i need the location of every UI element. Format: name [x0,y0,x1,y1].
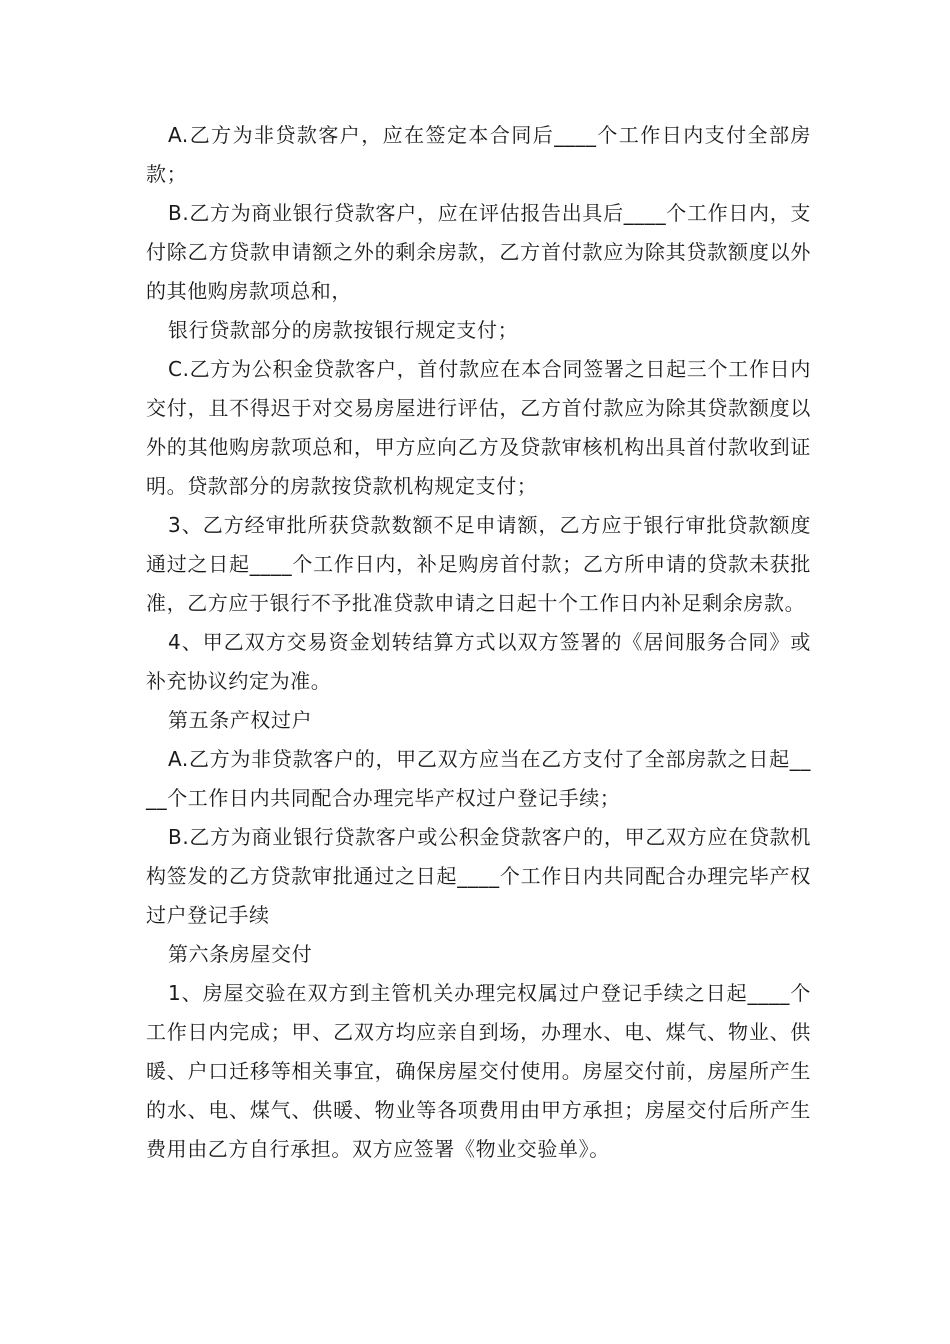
paragraph-clause-a-non-loan: A.乙方为非贷款客户，应在签定本合同后____个工作日内支付全部房款； [146,123,811,186]
section-heading-article-5: 第五条产权过户 [168,708,313,732]
paragraph-item-4: 4、甲乙双方交易资金划转结算方式以双方签署的《居间服务合同》或补充协议约定为准。 [146,630,811,693]
paragraph-article-6-item-1: 1、房屋交验在双方到主管机关办理完权属过户登记手续之日起____个工作日内完成；甲、乙双方均应亲自到场，办理水、电、煤气、物业、供暖、户口迁移等相关事宜，确保房屋交付使用。房屋交付前，房屋所产生的水、电、煤气、供暖、物业等各项费用由甲方承担；房屋交付后所产生费用由乙方自行承担。双方应签署《物业交验单》。 [146,981,811,1161]
paragraph-clause-b-commercial-loan: B.乙方为商业银行贷款客户，应在评估报告出具后____个工作日内，支付除乙方贷款申请额之外的剩余房款，乙方首付款应为除其贷款额度以外的其他购房款项总和， [146,201,811,303]
paragraph-article-5-b: B.乙方为商业银行贷款客户或公积金贷款客户的，甲乙双方应在贷款机构签发的乙方贷款审批通过之日起____个工作日内共同配合办理完毕产权过户登记手续 [146,825,811,927]
paragraph-bank-loan-payment: 银行贷款部分的房款按银行规定支付； [168,318,519,342]
paragraph-item-3: 3、乙方经审批所获贷款数额不足申请额，乙方应于银行审批贷款额度通过之日起____个工作日内，补足购房首付款；乙方所申请的贷款未获批准，乙方应于银行不予批准贷款申请之日起十个工作日内补足剩余房款。 [146,513,811,615]
paragraph-clause-c-provident-fund: C.乙方为公积金贷款客户，首付款应在本合同签署之日起三个工作日内交付，且不得迟于对交易房屋进行评估，乙方首付款应为除其贷款额度以外的其他购房款项总和，甲方应向乙方及贷款审核机构出具首付款收到证明。贷款部分的房款按贷款机构规定支付； [146,357,811,498]
section-heading-article-6: 第六条房屋交付 [168,942,313,966]
paragraph-article-5-a: A.乙方为非贷款客户的，甲乙双方应当在乙方支付了全部房款之日起____个工作日内共同配合办理完毕产权过户登记手续； [146,747,811,810]
document-body [146,116,811,1169]
